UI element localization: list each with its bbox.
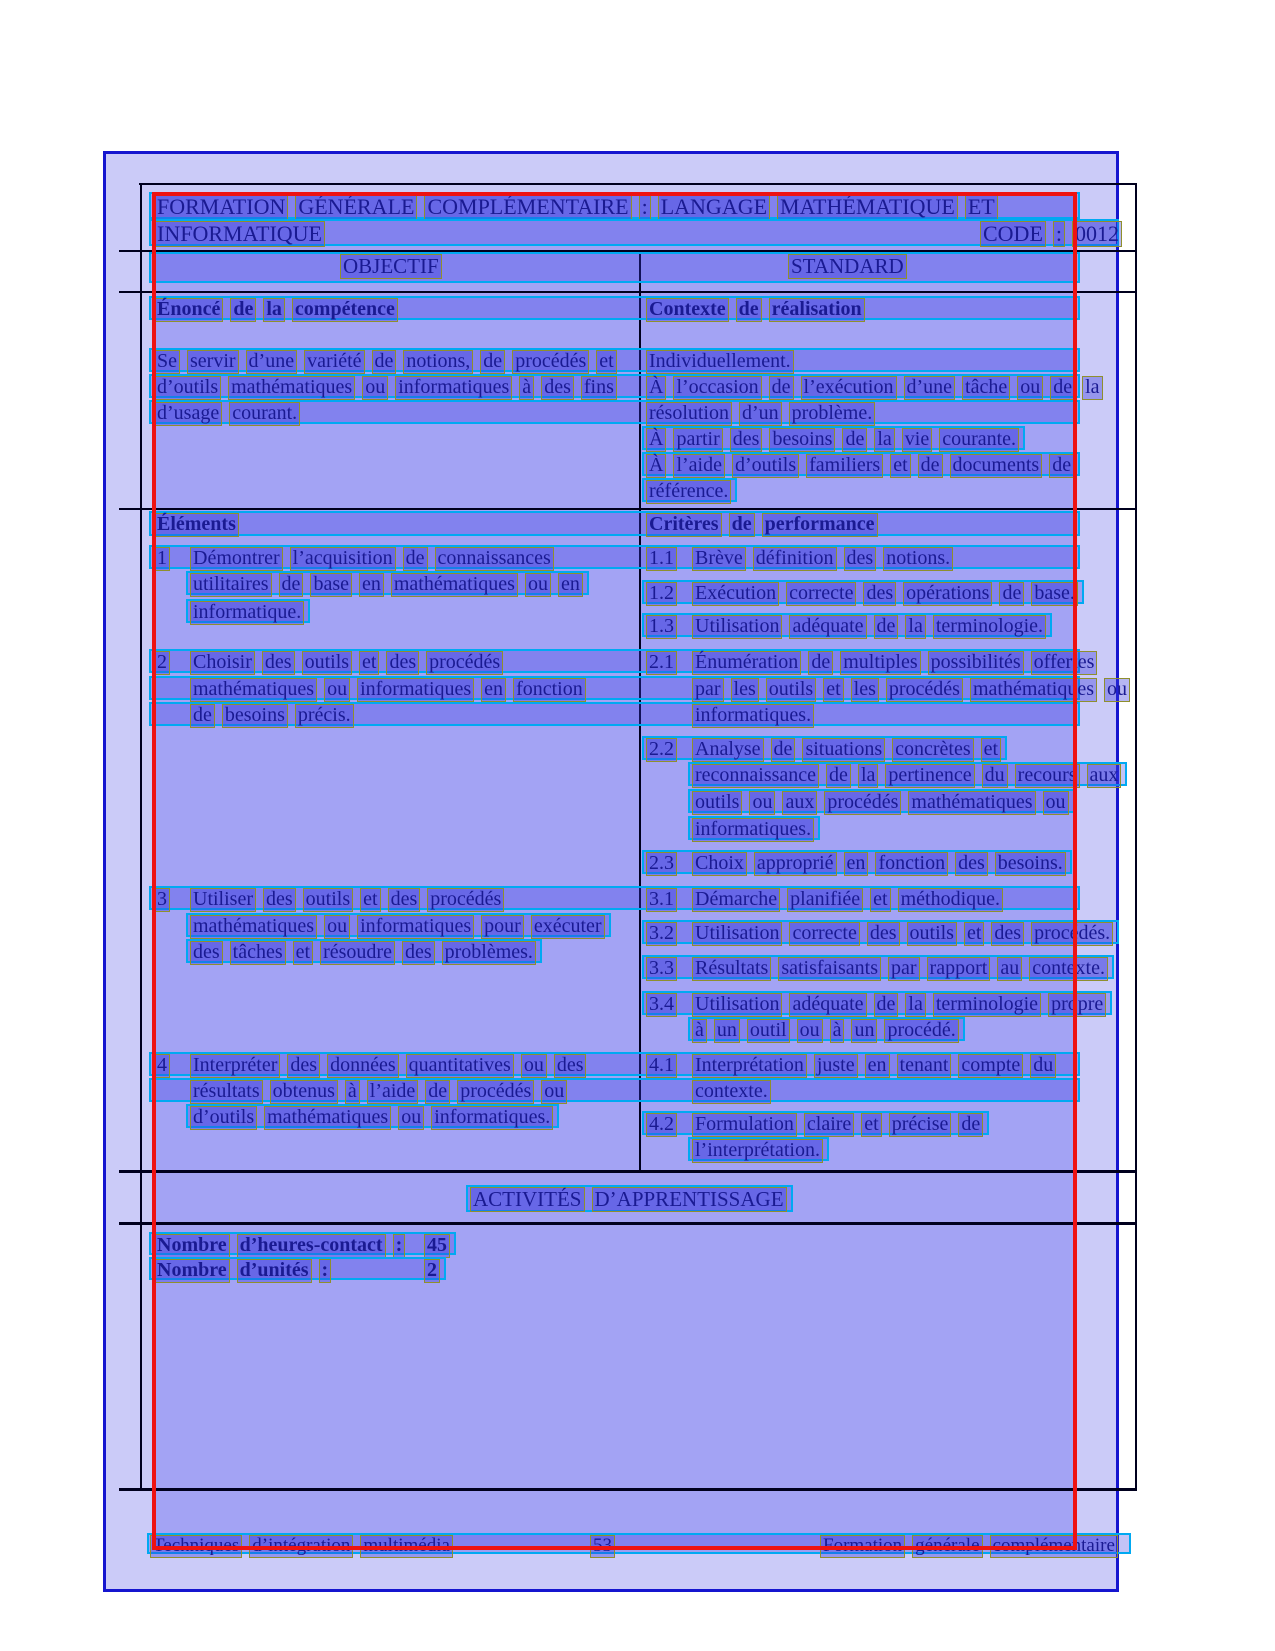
word-box: ou bbox=[749, 791, 775, 815]
word-box: problème. bbox=[789, 402, 876, 426]
word-box: terminologie bbox=[933, 993, 1041, 1017]
word-box: Exécution bbox=[692, 582, 779, 606]
word-box: des bbox=[863, 582, 896, 606]
word-box: procédés bbox=[426, 651, 503, 675]
word-box: : bbox=[1053, 221, 1065, 247]
word-box: en bbox=[558, 573, 583, 597]
word-box: informatiques. bbox=[431, 1106, 553, 1130]
word-box: fonction bbox=[875, 852, 948, 876]
word-box: 2.2 bbox=[646, 738, 677, 762]
word-box: résultats bbox=[190, 1080, 263, 1104]
word-box: d’usage bbox=[154, 402, 222, 426]
word-box: compétence bbox=[292, 298, 398, 322]
word-box: de bbox=[1050, 376, 1075, 400]
word-box: de bbox=[826, 764, 851, 788]
word-box: juste bbox=[814, 1054, 858, 1078]
word-box: des bbox=[844, 547, 877, 571]
word-box: à bbox=[345, 1080, 360, 1104]
word-box: de bbox=[958, 1113, 983, 1137]
word-box: claire bbox=[804, 1113, 854, 1137]
word-box: de bbox=[403, 547, 428, 571]
word-box: résolution bbox=[646, 402, 732, 426]
word-box: un bbox=[851, 1019, 877, 1043]
word-box: Nombre bbox=[154, 1259, 230, 1283]
word-box: ou bbox=[525, 573, 551, 597]
word-box: 2 bbox=[154, 651, 170, 675]
word-box: besoins. bbox=[995, 852, 1066, 876]
word-box: situations bbox=[802, 738, 885, 762]
word-box: correcte bbox=[789, 922, 859, 946]
word-box: informatiques bbox=[357, 678, 474, 702]
word-box: en bbox=[844, 852, 869, 876]
word-box: de bbox=[918, 454, 943, 478]
word-box: d’intégration bbox=[249, 1535, 353, 1558]
word-box: référence. bbox=[646, 480, 731, 504]
word-box: la bbox=[905, 615, 925, 639]
word-box: 4.1 bbox=[646, 1054, 677, 1078]
word-box: d’unités bbox=[237, 1259, 312, 1283]
word-box: ou bbox=[1043, 791, 1069, 815]
word-box: ou bbox=[398, 1106, 424, 1130]
word-box: ou bbox=[1017, 376, 1043, 400]
word-box: À bbox=[646, 428, 666, 452]
word-box: vie bbox=[902, 428, 932, 452]
word-box: Analyse bbox=[692, 738, 764, 762]
word-box: des bbox=[190, 941, 223, 965]
word-box: : bbox=[319, 1259, 332, 1283]
word-box: outils bbox=[907, 922, 957, 946]
word-box: Interprétation bbox=[692, 1054, 807, 1078]
word-box: À bbox=[646, 454, 666, 478]
word-box: du bbox=[982, 764, 1008, 788]
word-box: au bbox=[997, 957, 1022, 981]
word-box: Énoncé bbox=[154, 298, 223, 322]
word-box: 1.1 bbox=[646, 547, 677, 571]
word-box: informatique. bbox=[190, 601, 304, 625]
word-box: d’outils bbox=[732, 454, 799, 478]
word-box: la bbox=[874, 428, 894, 452]
word-box: 3.4 bbox=[646, 993, 677, 1017]
word-box: Individuellement. bbox=[646, 350, 794, 374]
word-box: de bbox=[842, 428, 867, 452]
word-box: GÉNÉRALE bbox=[295, 194, 417, 220]
word-box: de bbox=[480, 350, 505, 374]
word-box: Utilisation bbox=[692, 993, 782, 1017]
word-box: d’heures-contact bbox=[237, 1234, 386, 1258]
word-box: procédés bbox=[886, 678, 963, 702]
word-box: mathématiques bbox=[391, 573, 518, 597]
word-box: satisfaisants bbox=[778, 957, 881, 981]
word-box: à bbox=[519, 376, 534, 400]
word-box: l’occasion bbox=[673, 376, 761, 400]
word-box: d’une bbox=[246, 350, 298, 374]
word-box: FORMATION bbox=[154, 194, 288, 220]
word-box: base bbox=[310, 573, 352, 597]
word-box: outils bbox=[302, 651, 352, 675]
word-box: réalisation bbox=[769, 298, 865, 322]
word-box: ou bbox=[797, 1019, 823, 1043]
word-box: en bbox=[865, 1054, 890, 1078]
word-box: Brève bbox=[692, 547, 746, 571]
word-box: Utilisation bbox=[692, 615, 782, 639]
word-box: fonction bbox=[513, 678, 586, 702]
word-box: ou bbox=[541, 1080, 567, 1104]
word-box: la bbox=[1082, 376, 1102, 400]
word-box: COMPLÉMENTAIRE bbox=[424, 194, 631, 220]
word-box: des bbox=[867, 922, 900, 946]
word-box: propre bbox=[1048, 993, 1106, 1017]
word-box: 2.1 bbox=[646, 651, 677, 675]
word-box: 3.1 bbox=[646, 888, 677, 912]
word-box: notions. bbox=[883, 547, 953, 571]
word-box: besoins bbox=[769, 428, 835, 452]
word-box: Démontrer bbox=[190, 547, 283, 571]
word-box: base. bbox=[1031, 582, 1078, 606]
word-box: des bbox=[541, 376, 574, 400]
word-box: de bbox=[729, 513, 755, 537]
word-box: des bbox=[388, 888, 421, 912]
word-box: 3 bbox=[154, 888, 170, 912]
word-box: informatiques. bbox=[692, 818, 814, 842]
word-box: à bbox=[830, 1019, 845, 1043]
word-box: de bbox=[425, 1080, 450, 1104]
word-box: par bbox=[692, 678, 724, 702]
table-rule-horizontal bbox=[139, 183, 1137, 185]
word-box: correcte bbox=[786, 582, 856, 606]
word-box: offertes bbox=[1031, 651, 1098, 675]
word-box: mathématiques bbox=[264, 1106, 391, 1130]
word-box: de bbox=[874, 615, 899, 639]
word-box: MATHÉMATIQUE bbox=[777, 194, 958, 220]
word-box: procédé. bbox=[884, 1019, 958, 1043]
word-box: : bbox=[639, 194, 651, 220]
word-box: définition bbox=[753, 547, 837, 571]
word-box: les bbox=[851, 678, 879, 702]
word-box: mathématiques bbox=[190, 915, 317, 939]
word-box: : bbox=[393, 1234, 406, 1258]
word-box: des bbox=[262, 651, 295, 675]
word-box: de bbox=[769, 376, 794, 400]
word-box: ou bbox=[324, 678, 350, 702]
word-box: adéquate bbox=[789, 615, 866, 639]
word-box: de bbox=[999, 582, 1024, 606]
word-box: d’outils bbox=[154, 376, 221, 400]
word-box: outils bbox=[766, 678, 816, 702]
word-box: 4 bbox=[154, 1054, 170, 1078]
word-box: pour bbox=[481, 915, 524, 939]
word-box: courant. bbox=[229, 402, 300, 426]
word-box: ET bbox=[965, 194, 998, 220]
word-box: et bbox=[596, 350, 616, 374]
word-box: et bbox=[870, 888, 890, 912]
word-box: d’une bbox=[904, 376, 956, 400]
word-box: 3.3 bbox=[646, 957, 677, 981]
word-box: outils bbox=[303, 888, 353, 912]
word-box: de bbox=[230, 298, 256, 322]
word-box: obtenus bbox=[270, 1080, 338, 1104]
word-box: INFORMATIQUE bbox=[154, 221, 325, 247]
word-box: ou bbox=[521, 1054, 547, 1078]
word-box: en bbox=[359, 573, 384, 597]
word-box: et bbox=[861, 1113, 881, 1137]
word-box: 1.2 bbox=[646, 582, 677, 606]
word-box: à bbox=[692, 1019, 707, 1043]
word-box: Se bbox=[154, 350, 180, 374]
word-box: CODE bbox=[980, 221, 1046, 247]
word-box: en bbox=[481, 678, 506, 702]
word-box: d’outils bbox=[190, 1106, 257, 1130]
word-box: servir bbox=[187, 350, 239, 374]
word-box: connaissances bbox=[435, 547, 554, 571]
word-box: de bbox=[372, 350, 397, 374]
word-box: l’aide bbox=[367, 1080, 419, 1104]
word-box: multiples bbox=[840, 651, 920, 675]
word-box: exécuter bbox=[531, 915, 605, 939]
word-box: ou bbox=[324, 915, 350, 939]
word-box: aux bbox=[782, 791, 817, 815]
word-box: 0012 bbox=[1072, 221, 1122, 247]
word-box: ACTIVITÉS bbox=[470, 1187, 585, 1212]
word-box: concrètes bbox=[892, 738, 974, 762]
word-box: des bbox=[402, 941, 435, 965]
word-box: outil bbox=[747, 1019, 790, 1043]
word-box: STANDARD bbox=[788, 254, 907, 279]
word-box: LANGAGE bbox=[658, 194, 770, 220]
word-box: Éléments bbox=[154, 513, 239, 537]
word-box: OBJECTIF bbox=[340, 254, 442, 279]
word-box: et bbox=[359, 651, 379, 675]
word-box: procédés bbox=[457, 1080, 534, 1104]
word-box: mathématiques bbox=[228, 376, 355, 400]
word-box: partir bbox=[673, 428, 722, 452]
word-box: Résultats bbox=[692, 957, 771, 981]
table-rule-vertical bbox=[1135, 183, 1137, 1491]
word-box: Techniques bbox=[150, 1535, 242, 1558]
word-box: possibilités bbox=[928, 651, 1024, 675]
word-box: notions, bbox=[403, 350, 473, 374]
word-box: l’acquisition bbox=[290, 547, 396, 571]
word-box: rapport bbox=[927, 957, 991, 981]
word-box: d’un bbox=[739, 402, 782, 426]
word-box: Utilisation bbox=[692, 922, 782, 946]
word-box: Formulation bbox=[692, 1113, 797, 1137]
word-box: 45 bbox=[424, 1234, 450, 1258]
word-box: précis. bbox=[295, 704, 354, 728]
word-box: performance bbox=[762, 513, 878, 537]
word-box: 1 bbox=[154, 547, 170, 571]
word-box: adéquate bbox=[789, 993, 866, 1017]
word-box: Contexte bbox=[646, 298, 729, 322]
word-box: Choisir bbox=[190, 651, 255, 675]
word-box: la bbox=[905, 993, 925, 1017]
word-box: et bbox=[964, 922, 984, 946]
word-box: un bbox=[714, 1019, 740, 1043]
word-box: de bbox=[1049, 454, 1074, 478]
word-box: Démarche bbox=[692, 888, 780, 912]
word-box: Énumération bbox=[692, 651, 801, 675]
word-box: l’aide bbox=[673, 454, 725, 478]
word-box: résoudre bbox=[320, 941, 395, 965]
word-box: pertinence bbox=[885, 764, 974, 788]
word-box: 1.3 bbox=[646, 615, 677, 639]
word-box: planifiée bbox=[787, 888, 863, 912]
word-box: l’exécution bbox=[801, 376, 897, 400]
word-box: Utiliser bbox=[190, 888, 256, 912]
word-box: mathématiques bbox=[908, 791, 1035, 815]
word-box: et bbox=[360, 888, 380, 912]
word-box: tâches bbox=[230, 941, 286, 965]
word-box: Critères bbox=[646, 513, 722, 537]
word-box: 4.2 bbox=[646, 1113, 677, 1137]
word-box: utilitaires bbox=[190, 573, 272, 597]
word-box: de bbox=[736, 298, 762, 322]
word-box: des bbox=[730, 428, 763, 452]
word-box: variété bbox=[304, 350, 364, 374]
word-box: du bbox=[1030, 1054, 1056, 1078]
word-box: informatiques. bbox=[692, 704, 814, 728]
word-box: la bbox=[858, 764, 878, 788]
word-box: et bbox=[981, 738, 1001, 762]
word-box: 3.2 bbox=[646, 922, 677, 946]
word-box: et bbox=[823, 678, 843, 702]
word-box: précise bbox=[889, 1113, 952, 1137]
word-box: mathématiques bbox=[970, 678, 1097, 702]
word-box: procédés bbox=[512, 350, 589, 374]
word-box: générale bbox=[912, 1535, 982, 1558]
word-box: D’APPRENTISSAGE bbox=[592, 1187, 787, 1212]
word-box: 2.3 bbox=[646, 852, 677, 876]
word-box: de bbox=[279, 573, 304, 597]
word-box: des bbox=[554, 1054, 587, 1078]
word-box: complémentaire bbox=[990, 1535, 1118, 1558]
text-region-border bbox=[152, 192, 1077, 1550]
word-box: la bbox=[263, 298, 285, 322]
word-box: et bbox=[890, 454, 910, 478]
word-box: aux bbox=[1087, 764, 1122, 788]
word-box: reconnaissance bbox=[692, 764, 819, 788]
word-box: 53 bbox=[590, 1535, 615, 1558]
word-box: multimédia bbox=[360, 1535, 453, 1558]
word-box: par bbox=[888, 957, 920, 981]
word-box: tenant bbox=[897, 1054, 952, 1078]
word-box: les bbox=[731, 678, 759, 702]
word-box: compte bbox=[958, 1054, 1023, 1078]
word-box: tâche bbox=[962, 376, 1010, 400]
table-rule-vertical bbox=[140, 183, 142, 1491]
word-box: documents bbox=[950, 454, 1043, 478]
word-box: des bbox=[287, 1054, 320, 1078]
word-box: informatiques bbox=[357, 915, 474, 939]
word-box: procédés bbox=[427, 888, 504, 912]
word-box: mathématiques bbox=[190, 678, 317, 702]
word-box: informatiques bbox=[395, 376, 512, 400]
word-box: procédés bbox=[824, 791, 901, 815]
word-box: des bbox=[955, 852, 988, 876]
word-box: des bbox=[386, 651, 419, 675]
word-box: Interpréter bbox=[190, 1054, 280, 1078]
word-box: des bbox=[263, 888, 296, 912]
word-box: Nombre bbox=[154, 1234, 230, 1258]
word-box: 2 bbox=[424, 1259, 440, 1283]
word-box: contexte. bbox=[1029, 957, 1108, 981]
word-box: recours bbox=[1015, 764, 1080, 788]
word-box: ou bbox=[1104, 678, 1130, 702]
word-box: terminologie. bbox=[933, 615, 1046, 639]
word-box: des bbox=[991, 922, 1024, 946]
word-box: outils bbox=[692, 791, 742, 815]
word-box: de bbox=[874, 993, 899, 1017]
word-box: l’interprétation. bbox=[692, 1139, 823, 1163]
word-box: ou bbox=[362, 376, 388, 400]
word-box: méthodique. bbox=[898, 888, 1003, 912]
word-box: opérations bbox=[903, 582, 992, 606]
word-box: de bbox=[808, 651, 833, 675]
word-box: quantitatives bbox=[406, 1054, 514, 1078]
word-box: besoins bbox=[222, 704, 288, 728]
word-box: procédés. bbox=[1031, 922, 1113, 946]
word-box: À bbox=[646, 376, 666, 400]
word-box: Formation bbox=[820, 1535, 905, 1558]
word-box: familiers bbox=[806, 454, 883, 478]
word-box: de bbox=[771, 738, 796, 762]
word-box: contexte. bbox=[692, 1080, 771, 1104]
word-box: problèmes. bbox=[442, 941, 536, 965]
word-box: de bbox=[190, 704, 215, 728]
word-box: données bbox=[327, 1054, 399, 1078]
word-box: courante. bbox=[939, 428, 1019, 452]
word-box: fins bbox=[581, 376, 617, 400]
word-box: et bbox=[293, 941, 313, 965]
word-box: Choix bbox=[692, 852, 747, 876]
word-box: approprié bbox=[754, 852, 837, 876]
